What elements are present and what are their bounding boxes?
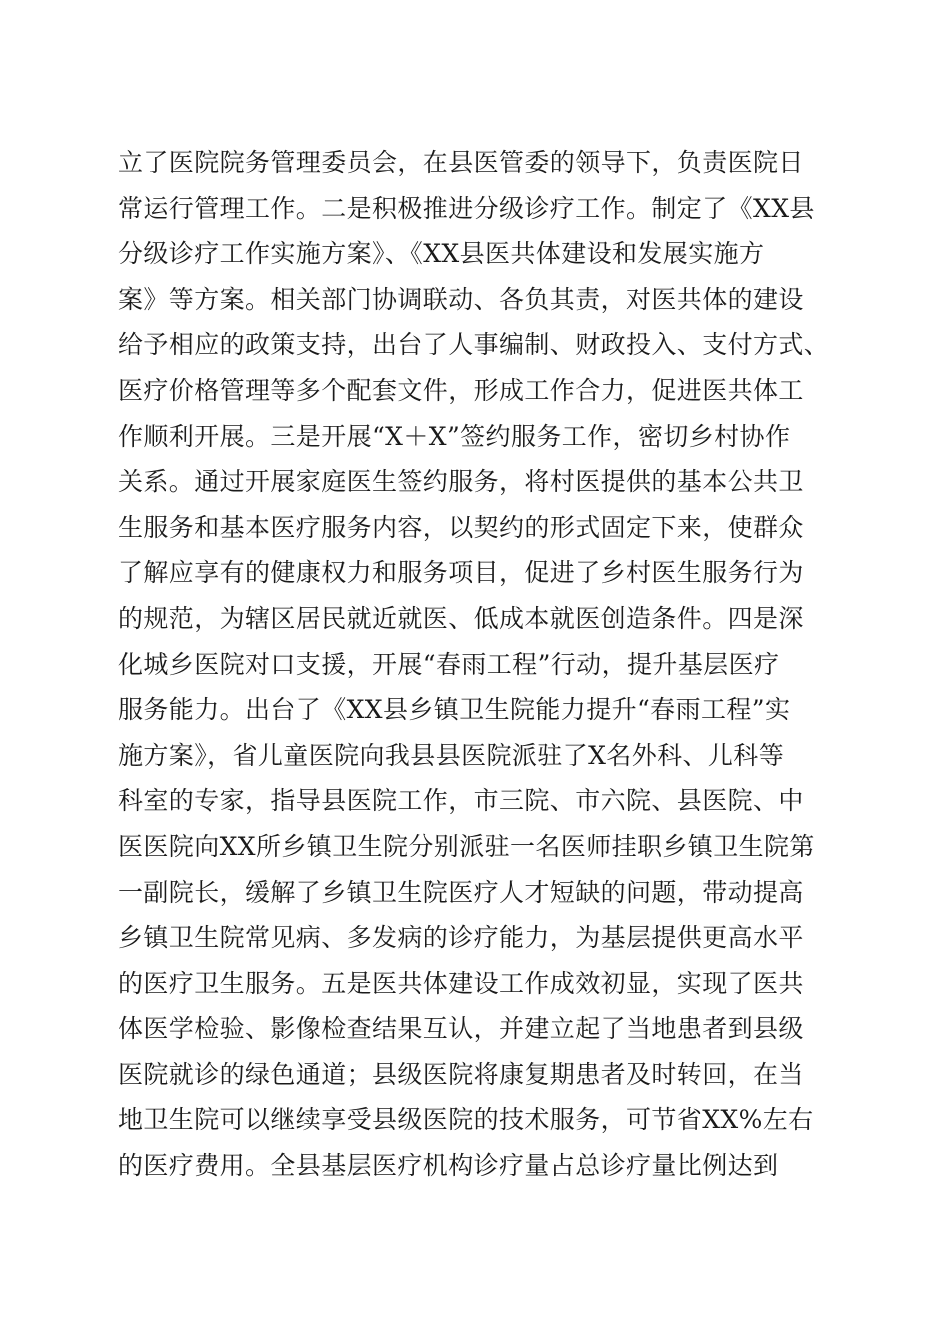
text-line: 分级诊疗工作实施方案》、《XX县医共体建设和发展实施方	[118, 239, 765, 269]
text-line: 关系。通过开展家庭医生签约服务，将村医提供的基本公共卫	[118, 467, 804, 497]
text-line: 乡镇卫生院常见病、多发病的诊疗能力，为基层提供更高水平	[118, 923, 804, 953]
body-paragraph	[118, 140, 838, 1189]
text-line: 作顺利开展。三是开展“X＋X”签约服务工作，密切乡村协作	[118, 421, 791, 451]
text-line: 生服务和基本医疗服务内容，以契约的形式固定下来，使群众	[118, 512, 804, 542]
text-line: 科室的专家，指导县医院工作，市三院、市六院、县医院、中	[118, 786, 804, 816]
text-line: 案》等方案。相关部门协调联动、各负其责，对医共体的建设	[118, 284, 804, 314]
text-line: 地卫生院可以继续享受县级医院的技术服务，可节省XX%左右	[118, 1105, 814, 1135]
text-line: 立了医院院务管理委员会，在县医管委的领导下，负责医院日	[118, 148, 804, 177]
text-line: 常运行管理工作。二是积极推进分级诊疗工作。制定了《XX县	[118, 193, 815, 223]
text-line: 医疗价格管理等多个配套文件，形成工作合力，促进医共体工	[118, 375, 804, 405]
text-line: 给予相应的政策支持，出台了人事编制、财政投入、支付方式、	[118, 330, 830, 360]
text-line: 的规范，为辖区居民就近就医、低成本就医创造条件。四是深	[118, 603, 804, 633]
text-line: 的医疗卫生服务。五是医共体建设工作成效初显，实现了医共	[118, 968, 804, 998]
text-line: 的医疗费用。全县基层医疗机构诊疗量占总诊疗量比例达到	[118, 1151, 779, 1181]
text-line: 了解应享有的健康权力和服务项目，促进了乡村医生服务行为	[118, 558, 804, 588]
text-line: 服务能力。出台了《XX县乡镇卫生院能力提升“春雨工程”实	[118, 695, 791, 725]
text-line: 医院就诊的绿色通道；县级医院将康复期患者及时转回，在当	[118, 1059, 804, 1089]
text-line: 体医学检验、影像检查结果互认，并建立起了当地患者到县级	[118, 1014, 804, 1044]
text-line: 一副院长，缓解了乡镇卫生院医疗人才短缺的问题，带动提高	[118, 877, 804, 907]
text-line: 医医院向XX所乡镇卫生院分别派驻一名医师挂职乡镇卫生院第	[118, 831, 815, 861]
text-line: 施方案》，省儿童医院向我县县医院派驻了X名外科、儿科等	[118, 740, 785, 770]
text-line: 化城乡医院对口支援，开展“春雨工程”行动，提升基层医疗	[118, 649, 780, 679]
